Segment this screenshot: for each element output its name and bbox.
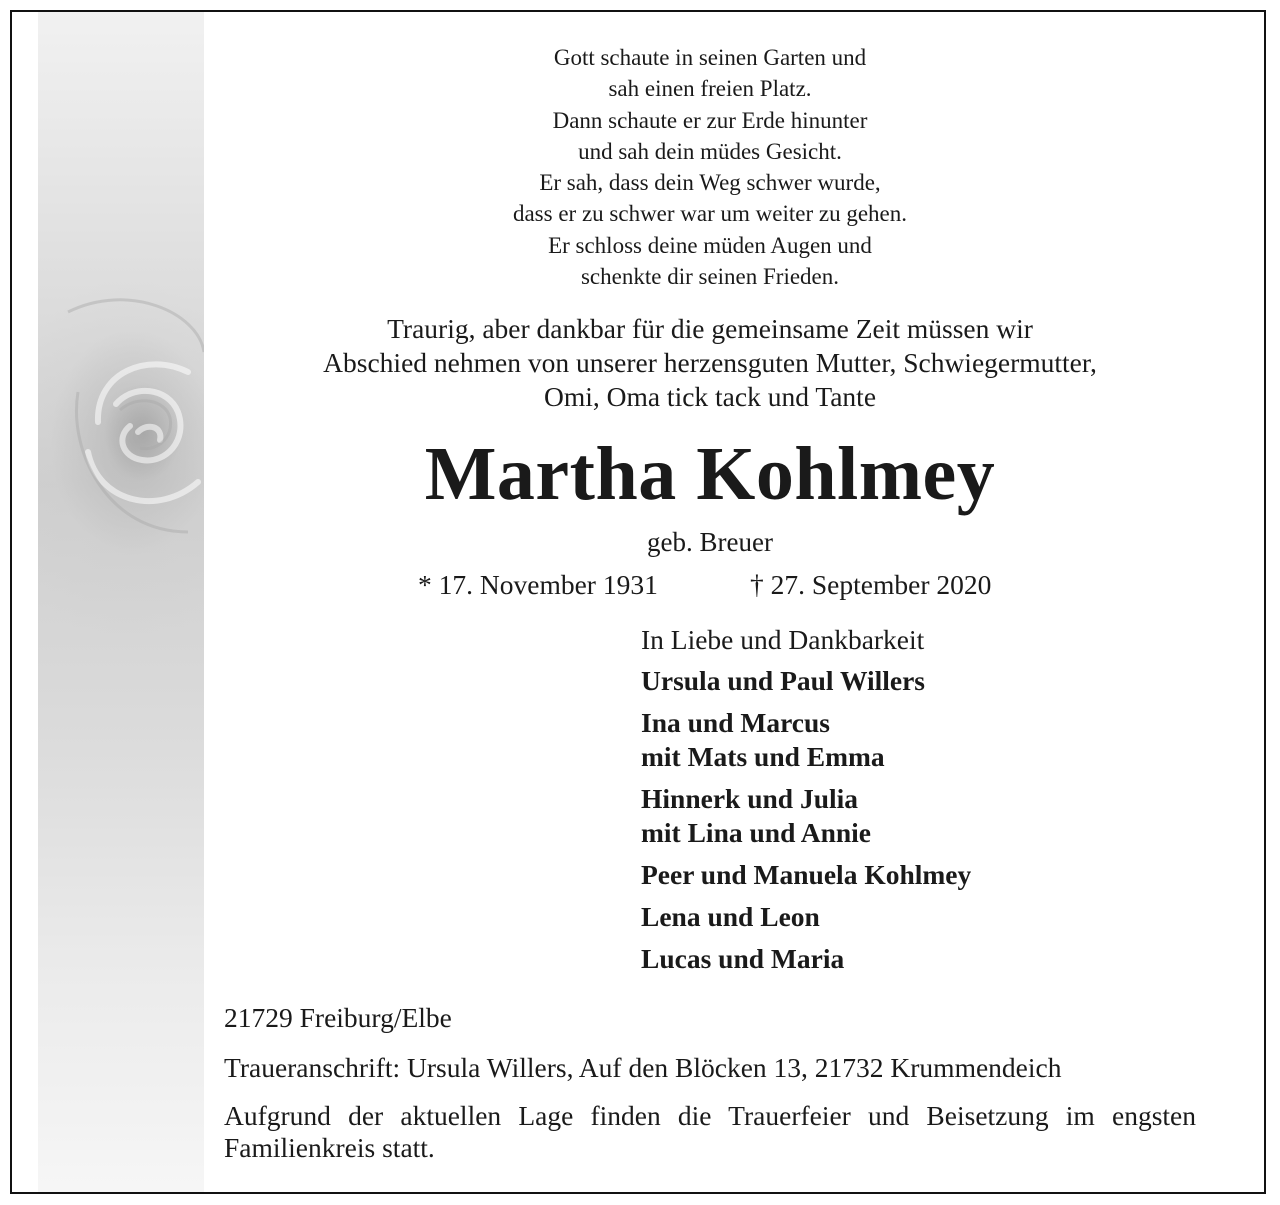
family-group [641, 706, 971, 774]
intro-line: Traurig, aber dankbar für die gemeinsame Zeit müssen wir [387, 313, 1033, 344]
intro-text [224, 312, 1196, 414]
poem-line: sah einen freien Platz. [608, 76, 812, 102]
family-group [641, 942, 971, 976]
rose-image [38, 12, 204, 1192]
rose-icon [38, 12, 204, 1194]
birth-name: geb. Breuer [647, 527, 773, 557]
intro-line: Omi, Oma tick tack und Tante [543, 381, 877, 412]
death-date: † 27. September 2020 [750, 569, 992, 600]
family-member: Ursula und Paul Willers [641, 665, 925, 696]
poem-line: Er sah, dass dein Weg schwer wurde, [539, 170, 881, 196]
family-group [641, 900, 971, 934]
family-list [641, 622, 971, 984]
poem-line: und sah dein müdes Gesicht. [578, 138, 842, 164]
family-group [641, 782, 971, 850]
family-member: Lena und Leon [641, 901, 820, 932]
family-group [641, 664, 971, 698]
family-member: mit Mats und Emma [641, 741, 885, 772]
poem-line: Dann schaute er zur Erde hinunter [552, 107, 868, 133]
deceased-name: Martha Kohlmey [424, 432, 996, 516]
family-member: Peer und Manuela Kohlmey [641, 859, 972, 890]
funeral-notice: Aufgrund der aktuellen Lage finden die Trauerfeier und Beisetzung im engsten Familienkreis statt. [224, 1100, 1196, 1163]
poem-line: dass er zu schwer war um weiter zu gehen. [512, 201, 908, 227]
family-lead: In Liebe und Dankbarkeit [641, 624, 925, 655]
poem-line: Er schloss deine müden Augen und [548, 232, 872, 258]
footer [224, 1000, 1196, 1164]
family-member: mit Lina und Annie [641, 817, 872, 848]
place: 21729 Freiburg/Elbe [224, 1002, 452, 1033]
family-member: Lucas und Maria [641, 943, 845, 974]
family-group [641, 858, 971, 892]
family-member: Ina und Marcus [641, 707, 830, 738]
obituary-content [224, 12, 1196, 1192]
mourning-address: Traueranschrift: Ursula Willers, Auf den Blöcken 13, 21732 Krummendeich [224, 1052, 1062, 1083]
family-member: Hinnerk und Julia [641, 783, 859, 814]
obituary-frame [10, 10, 1266, 1194]
poem [224, 42, 1196, 292]
poem-line: Gott schaute in seinen Garten und [553, 45, 867, 70]
poem-line: schenkte dir seinen Frieden. [580, 264, 840, 290]
birth-date: * 17. November 1931 [418, 569, 658, 600]
intro-line: Abschied nehmen von unserer herzensguten Mutter, Schwiegermutter, [323, 347, 1097, 378]
